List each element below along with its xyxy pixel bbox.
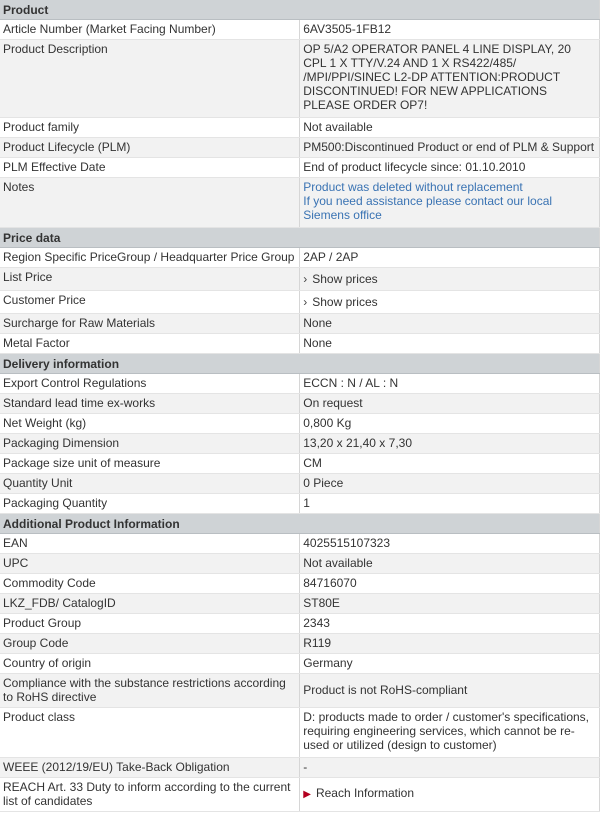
section-header-product [0,0,600,20]
show-prices-link[interactable]: Show prices [312,272,378,286]
label: Product Lifecycle (PLM) [0,138,300,158]
section-title: Additional Product Information [0,514,600,534]
label: Customer Price [0,291,300,314]
row-plm-effective-date [0,158,600,178]
row-product-group [0,614,600,634]
row-ean [0,534,600,554]
value: 1 [300,494,600,514]
section-title: Product [0,0,600,20]
label: Product Description [0,40,300,118]
label: LKZ_FDB/ CatalogID [0,594,300,614]
value: 6AV3505-1FB12 [300,20,600,40]
label: Product Group [0,614,300,634]
label: EAN [0,534,300,554]
value: Not available [300,554,600,574]
value: CM [300,454,600,474]
label: Group Code [0,634,300,654]
value: 4025515107323 [300,534,600,554]
label: Packaging Dimension [0,434,300,454]
row-export-control [0,374,600,394]
section-header-price [0,228,600,248]
value: 2343 [300,614,600,634]
label: Compliance with the substance restrictions according to RoHS directive [0,674,300,708]
row-rohs-compliance [0,674,600,708]
label: Country of origin [0,654,300,674]
row-upc [0,554,600,574]
show-prices-link[interactable]: Show prices [312,295,378,309]
row-weee [0,758,600,778]
value: 13,20 x 21,40 x 7,30 [300,434,600,454]
row-product-class [0,708,600,758]
label: Export Control Regulations [0,374,300,394]
reach-information-link[interactable]: Reach Information [315,786,415,800]
row-customer-price [0,291,600,314]
label: Package size unit of measure [0,454,300,474]
row-commodity-code [0,574,600,594]
label: Packaging Quantity [0,494,300,514]
value: Germany [300,654,600,674]
label: Region Specific PriceGroup / Headquarter Price Group [0,248,300,268]
row-product-family [0,118,600,138]
value: ECCN : N / AL : N [300,374,600,394]
row-surcharge-raw-materials [0,314,600,334]
label: Metal Factor [0,334,300,354]
row-country-of-origin [0,654,600,674]
row-net-weight [0,414,600,434]
label: Standard lead time ex-works [0,394,300,414]
label: Net Weight (kg) [0,414,300,434]
value: None [300,314,600,334]
row-notes [0,178,600,228]
row-price-group [0,248,600,268]
label: Product class [0,708,300,758]
label: Quantity Unit [0,474,300,494]
value: End of product lifecycle since: 01.10.2010 [300,158,600,178]
value: OP 5/A2 OPERATOR PANEL 4 LINE DISPLAY, 20 CPL 1 X TTY/V.24 AND 1 X RS422/485/ /MPI/PPI/SINEC L2-DP ATTENTION:PRODUCT DISCONTINUED! FOR NEW APPLICATIONS PLEASE ORDER OP7! [300,40,600,118]
chevron-right-icon: › [303,295,308,309]
row-product-description [0,40,600,118]
row-reach [0,778,600,812]
value: ST80E [300,594,600,614]
label: PLM Effective Date [0,158,300,178]
value [300,178,600,228]
label: Surcharge for Raw Materials [0,314,300,334]
row-article-number [0,20,600,40]
value: On request [300,394,600,414]
label: WEEE (2012/19/EU) Take-Back Obligation [0,758,300,778]
section-title: Price data [0,228,600,248]
value: - [300,758,600,778]
label: Product family [0,118,300,138]
section-title: Delivery information [0,354,600,374]
row-metal-factor [0,334,600,354]
label: List Price [0,268,300,291]
row-packaging-quantity [0,494,600,514]
value: R119 [300,634,600,654]
chevron-right-icon: › [303,272,308,286]
row-quantity-unit [0,474,600,494]
label: REACH Art. 33 Duty to inform according to the current list of candidates [0,778,300,812]
value [300,268,600,291]
label: Article Number (Market Facing Number) [0,20,300,40]
triangle-right-icon: ▶ [303,789,311,800]
row-package-size-unit [0,454,600,474]
row-group-code [0,634,600,654]
value: 0 Piece [300,474,600,494]
note-link-contact-siemens[interactable]: If you need assistance please contact our local Siemens office [303,194,553,222]
row-catalog-id [0,594,600,614]
value [300,778,600,812]
value: D: products made to order / customer's specifications, requiring engineering services, which cannot be re-used or utilized (design to customer) [300,708,600,758]
note-link-deleted[interactable]: Product was deleted without replacement [303,180,523,194]
label: Commodity Code [0,574,300,594]
row-lead-time [0,394,600,414]
value: PM500:Discontinued Product or end of PLM & Support [300,138,600,158]
section-header-delivery [0,354,600,374]
value: Product is not RoHS-compliant [300,674,600,708]
section-header-additional [0,514,600,534]
row-packaging-dimension [0,434,600,454]
value [300,291,600,314]
value: 0,800 Kg [300,414,600,434]
label: Notes [0,178,300,228]
value: 84716070 [300,574,600,594]
value: 2AP / 2AP [300,248,600,268]
label: UPC [0,554,300,574]
row-list-price [0,268,600,291]
value: Not available [300,118,600,138]
row-product-lifecycle [0,138,600,158]
value: None [300,334,600,354]
